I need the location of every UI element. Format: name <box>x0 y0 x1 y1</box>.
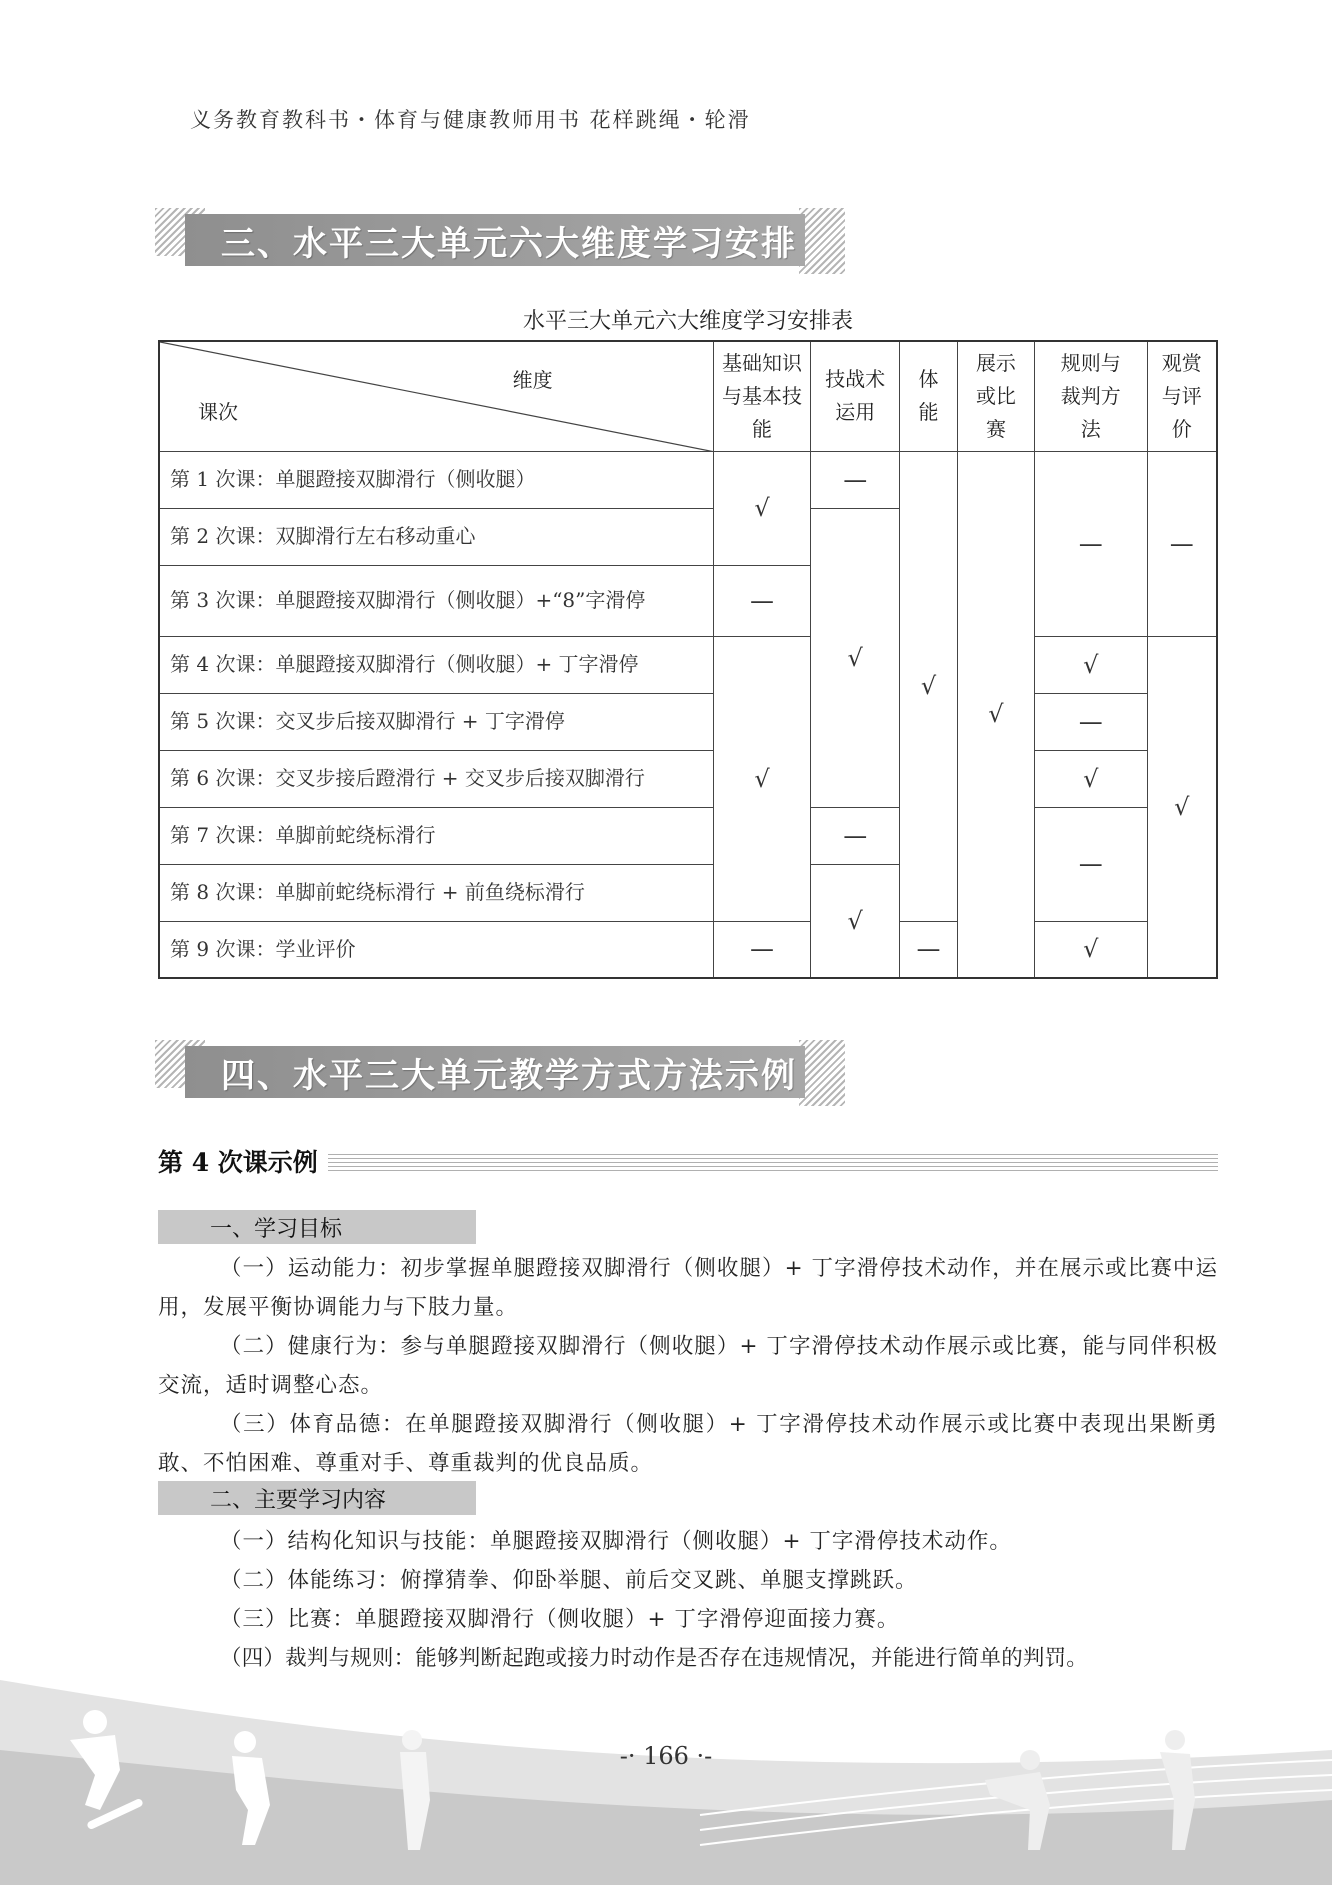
lesson-cell: 第 1 次课：单腿蹬接双脚滑行（侧收腿） <box>159 451 713 508</box>
goals-label <box>158 1210 476 1244</box>
goal-paragraph: （一）运动能力：初步掌握单腿蹬接双脚滑行（侧收腿）+ 丁字滑停技术动作，并在展示或比赛中运用，发展平衡协调能力与下肢力量。 <box>158 1256 1218 1320</box>
banner-stripes <box>799 208 845 274</box>
content-item: （二）体能练习：俯撑猜拳、仰卧举腿、前后交叉跳、单腿支撑跳跃。 <box>220 1568 918 1593</box>
banner-stripes <box>799 1040 845 1106</box>
mark-dash: — <box>1034 807 1147 921</box>
mark-check: √ <box>1147 636 1217 978</box>
example-heading <box>158 1144 1218 1178</box>
mark-check: √ <box>1034 750 1147 807</box>
lesson-cell: 第 8 次课：单脚前蛇绕标滑行 + 前鱼绕标滑行 <box>159 864 713 921</box>
table-title: 水平三大单元六大维度学习安排表 <box>522 309 853 334</box>
table-row <box>159 750 1217 807</box>
header-rules: 规则与裁判方法 <box>1034 341 1147 451</box>
content-item: （三）比赛：单腿蹬接双脚滑行（侧收腿）+ 丁字滑停迎面接力赛。 <box>220 1607 900 1632</box>
lesson-cell: 第 3 次课：单腿蹬接双脚滑行（侧收腿）+“8”字滑停 <box>159 565 713 636</box>
mark-check: √ <box>958 451 1035 978</box>
section-4-title-bar <box>185 1046 805 1098</box>
table-row <box>159 807 1217 864</box>
mark-check: √ <box>1034 921 1147 978</box>
mark-dash: — <box>713 565 811 636</box>
header-fitness: 体能 <box>900 341 958 451</box>
mark-check: √ <box>811 508 900 807</box>
content-label-text: 二、主要学习内容 <box>210 1487 387 1513</box>
mark-check: √ <box>713 636 811 921</box>
mark-check: √ <box>1034 636 1147 693</box>
running-header: 义务教育教科书・体育与健康教师用书 花样跳绳・轮滑 <box>190 108 751 132</box>
mark-dash: — <box>713 921 811 978</box>
schedule-table <box>158 340 1218 979</box>
header-competition: 展示或比赛 <box>958 341 1035 451</box>
lesson-cell: 第 9 次课：学业评价 <box>159 921 713 978</box>
goal-paragraph: （三）体育品德：在单腿蹬接双脚滑行（侧收腿）+ 丁字滑停技术动作展示或比赛中表现出果断勇敢、不怕困难、尊重对手、尊重裁判的优良品质。 <box>158 1412 1218 1476</box>
heading-rule-lines <box>328 1151 1218 1171</box>
lesson-cell: 第 7 次课：单脚前蛇绕标滑行 <box>159 807 713 864</box>
mark-dash: — <box>900 921 958 978</box>
lesson-cell: 第 4 次课：单腿蹬接双脚滑行（侧收腿）+ 丁字滑停 <box>159 636 713 693</box>
diagonal-line <box>160 342 715 452</box>
lesson-cell: 第 2 次课：双脚滑行左右移动重心 <box>159 508 713 565</box>
mark-dash: — <box>811 807 900 864</box>
page-number: -· 166 ·- <box>619 1742 713 1770</box>
table-row <box>159 921 1217 978</box>
mark-dash: — <box>1034 451 1147 636</box>
example-heading-text: 第 4 次课示例 <box>158 1148 318 1177</box>
section-3-title-bar <box>185 214 805 266</box>
goal-paragraph: （二）健康行为：参与单腿蹬接双脚滑行（侧收腿）+ 丁字滑停技术动作展示或比赛，能与同伴积极交流，适时调整心态。 <box>158 1334 1218 1398</box>
section-4-title: 四、水平三大单元教学方式方法示例 <box>221 1055 797 1096</box>
section-3-title: 三、水平三大单元六大维度学习安排 <box>221 223 797 264</box>
section-4-banner <box>155 1040 845 1110</box>
mark-dash: — <box>1147 451 1217 636</box>
table-row <box>159 451 1217 508</box>
diagonal-header-cell <box>159 341 713 451</box>
lesson-cell: 第 6 次课：交叉步接后蹬滑行 + 交叉步后接双脚滑行 <box>159 750 713 807</box>
mark-check: √ <box>713 451 811 565</box>
mark-dash: — <box>1034 693 1147 750</box>
header-tactics: 技战术运用 <box>811 341 900 451</box>
content-item: （四）裁判与规则：能够判断起跑或接力时动作是否存在违规情况，并能进行简单的判罚。 <box>220 1646 1089 1671</box>
lesson-label: 课次 <box>198 399 238 424</box>
mark-dash: — <box>811 451 900 508</box>
goals-label-text: 一、学习目标 <box>210 1216 343 1242</box>
lesson-cell: 第 5 次课：交叉步后接双脚滑行 + 丁字滑停 <box>159 693 713 750</box>
table-row <box>159 636 1217 693</box>
dimension-label: 维度 <box>512 368 553 392</box>
mark-check: √ <box>811 864 900 978</box>
table-row <box>159 693 1217 750</box>
content-item: （一）结构化知识与技能：单腿蹬接双脚滑行（侧收腿）+ 丁字滑停技术动作。 <box>220 1529 1012 1554</box>
content-label <box>158 1481 476 1515</box>
section-3-banner <box>155 208 845 278</box>
table-header-row <box>159 341 1217 451</box>
mark-check: √ <box>900 451 958 921</box>
header-basic-knowledge: 基础知识与基本技能 <box>713 341 811 451</box>
header-appreciation: 观赏与评价 <box>1147 341 1217 451</box>
